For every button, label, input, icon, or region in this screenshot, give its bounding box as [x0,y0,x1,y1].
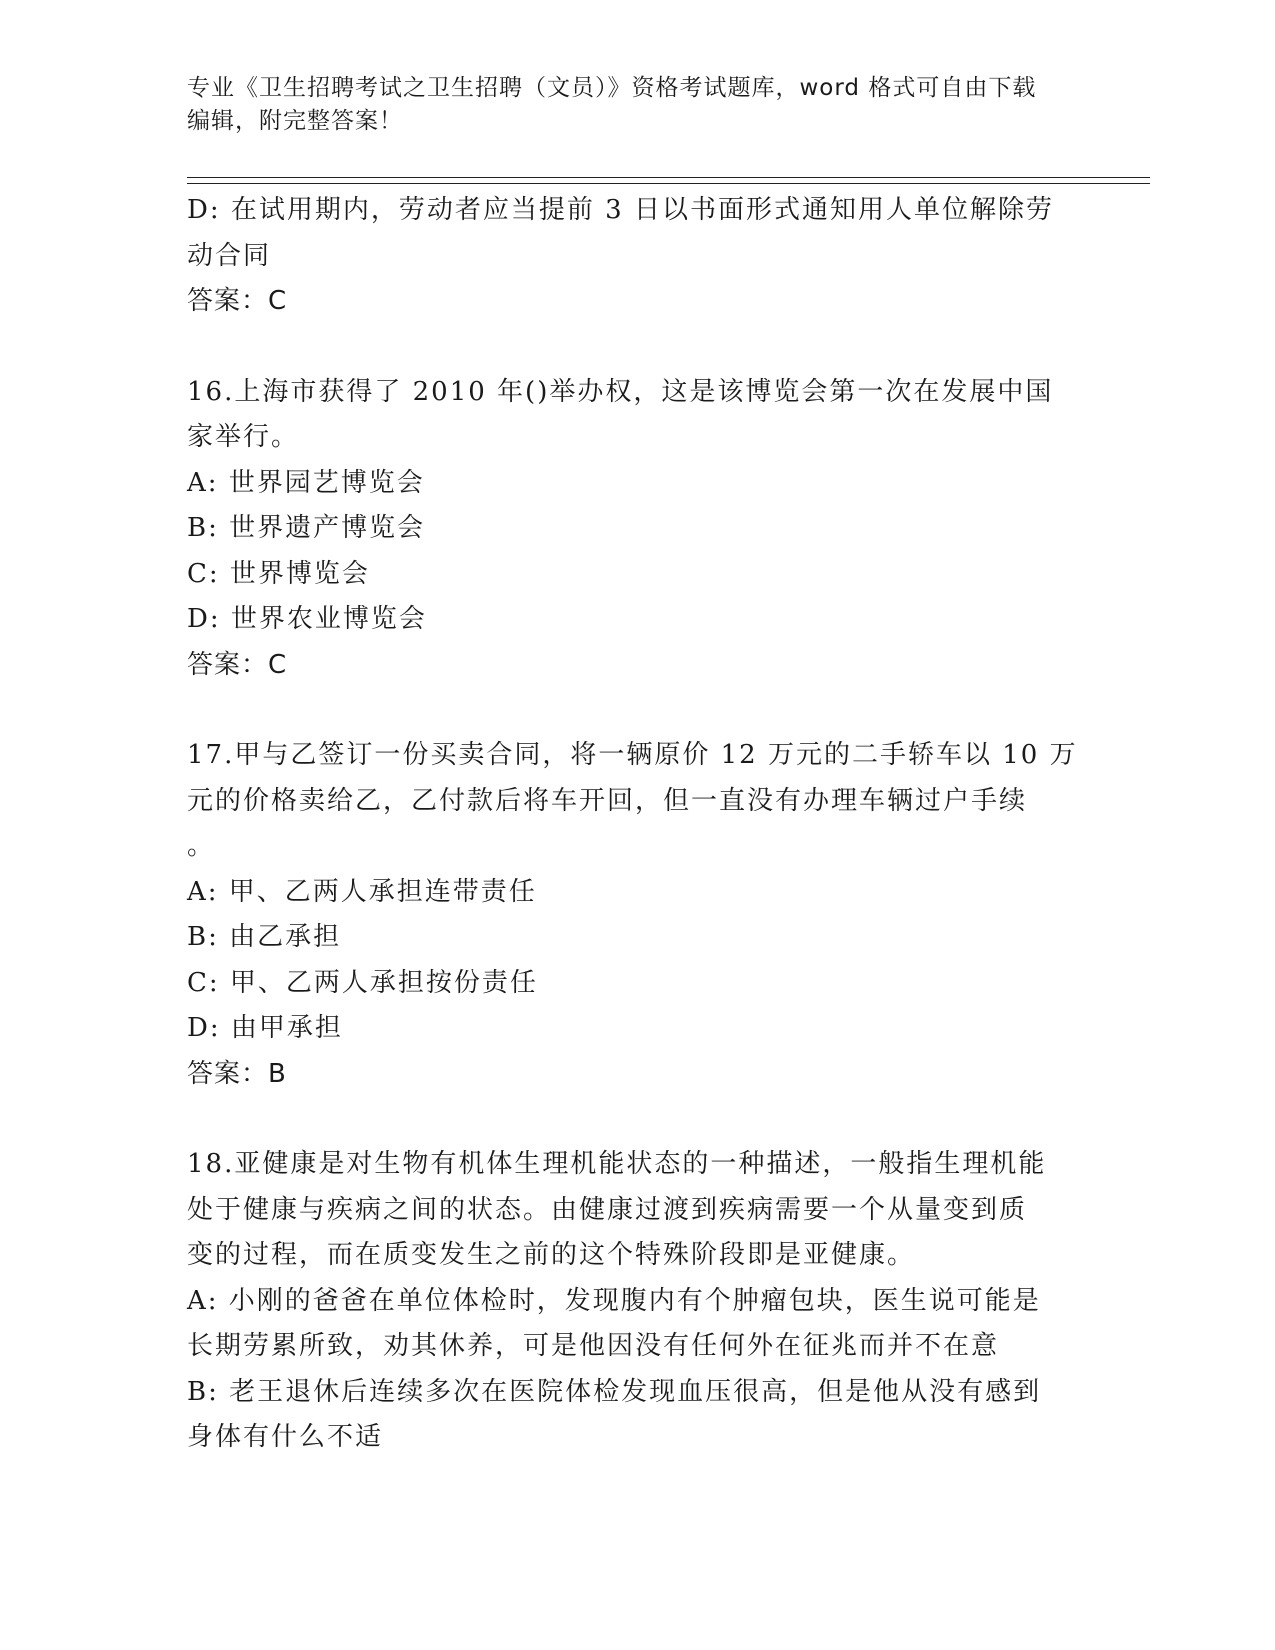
question-stem: 16.上海市获得了 2010 年()举办权，这是该博览会第一次在发展中国 [187,376,1054,407]
question-stem-continued: 变的过程，而在质变发生之前的这个特殊阶段即是亚健康。 [187,1240,916,1270]
question-stem: 18.亚健康是对生物有机体生理机能状态的一种描述，一般指生理机能 [187,1149,1047,1179]
option-c: C: 甲、乙两人承担按份责任 [187,967,538,998]
option-d: D: 由甲承担 [187,1013,343,1043]
option-a: A: 小刚的爸爸在单位体检时，发现腹内有个肿瘤包块，医生说可能是 [187,1285,1041,1316]
option-a: A: 甲、乙两人承担连带责任 [187,876,537,907]
option-a: A: 世界园艺博览会 [187,467,425,498]
answer: 答案：C [187,649,288,680]
option-b: B: 老王退休后连续多次在医院体检发现血压很高，但是他从没有感到 [187,1376,1042,1407]
question-stem-continued: 家举行。 [187,422,300,452]
option-d-continued: 动合同 [187,240,272,271]
option-c: C: 世界博览会 [187,558,370,589]
option-d: D: 世界农业博览会 [187,604,427,634]
header-line-1: 专业《卫生招聘考试之卫生招聘（文员）》资格考试题库，word 格式可自由下载 [187,75,1037,101]
document-header [187,72,1067,138]
spacer [187,688,1087,733]
option-b: B: 世界遗产博览会 [187,513,426,543]
question-15 [187,188,1087,325]
option-b-continued: 身体有什么不适 [187,1422,384,1452]
question-16 [187,370,1087,689]
question-18 [187,1142,1087,1461]
question-stem: 17.甲与乙签订一份买卖合同，将一辆原价 12 万元的二手轿车以 10 万 [187,740,1078,770]
question-stem-continued: 处于健康与疾病之间的状态。由健康过渡到疾病需要一个从量变到质 [187,1194,1028,1225]
question-17 [187,733,1087,1097]
answer: 答案：C [187,286,288,316]
header-divider [187,177,1150,184]
option-a-continued: 长期劳累所致，劝其休养，可是他因没有任何外在征兆而并不在意 [187,1331,1000,1361]
spacer [187,325,1087,370]
option-b: B: 由乙承担 [187,922,342,952]
question-list [187,188,1087,1461]
question-stem-continued: 元的价格卖给乙，乙付款后将车开回，但一直没有办理车辆过户手续 [187,785,1028,816]
spacer [187,1097,1087,1142]
option-d: D: 在试用期内，劳动者应当提前 3 日以书面形式通知用人单位解除劳 [187,195,1054,225]
header-line-2: 编辑，附完整答案！ [187,108,403,134]
question-stem-continued: 。 [187,831,216,861]
answer: 答案：B [187,1058,287,1089]
